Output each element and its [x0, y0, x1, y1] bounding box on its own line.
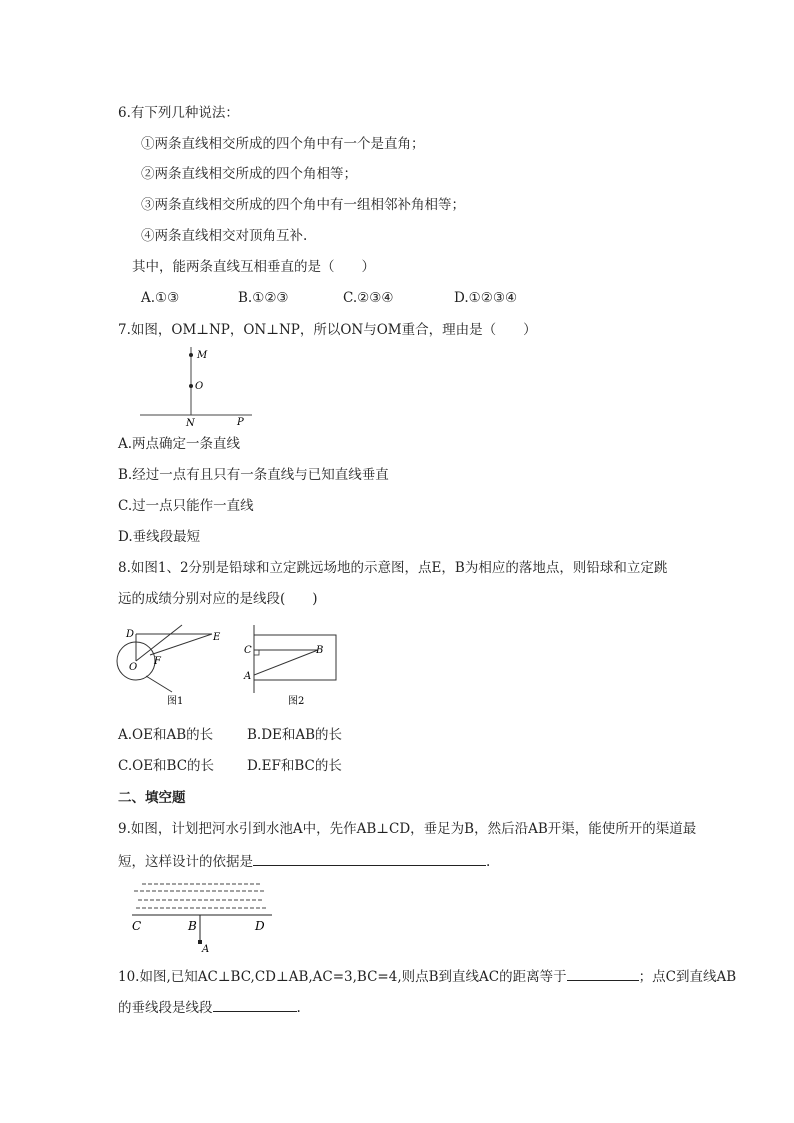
q9-label-a: A: [202, 944, 210, 955]
q6-statement-3: ③两条直线相交所成的四个角中有一组相邻补角相等；: [141, 197, 465, 213]
q6-statement-1: ①两条直线相交所成的四个角中有一个是直角；: [141, 136, 425, 152]
q9-label-b: B: [188, 919, 197, 933]
q9-figure: [128, 880, 278, 956]
q10-line2: [118, 997, 301, 1017]
q7-point-o: [189, 384, 193, 388]
q8-option-b: B.DE和AB的长: [247, 727, 343, 743]
q9-line2-text: 短，这样设计的依据是: [118, 854, 253, 870]
q8-option-a: A.OE和AB的长: [118, 727, 214, 743]
q9-label-c: C: [132, 919, 142, 933]
q7-figure: [140, 345, 260, 427]
q10-line1: [118, 966, 736, 986]
q6-option-c: C.②③④: [343, 290, 394, 306]
q10-line2-text: 的垂线段是线段: [118, 1000, 213, 1016]
q7-label-p: P: [237, 417, 244, 428]
q6-option-a: A.①③: [141, 290, 180, 306]
q8-fig2-caption: 图2: [288, 696, 305, 707]
q8-stem-line2: 远的成绩分别对应的是线段( ): [118, 591, 318, 607]
q8-fig1-label-e: E: [213, 632, 221, 643]
q7-option-a: A.两点确定一条直线: [118, 436, 241, 452]
q8-stem-line1: 8.如图1、2分别是铅球和立定跳远场地的示意图，点E，B为相应的落地点，则铅球和立定跳: [118, 560, 668, 576]
q8-figure-2: [240, 622, 360, 710]
q10-line1-mid: ；点C到直线AB: [638, 969, 737, 985]
q8-fig2-label-c: C: [244, 645, 252, 656]
q8-option-c: C.OE和BC的长: [118, 758, 215, 774]
q9-answer-blank[interactable]: [253, 851, 486, 866]
q7-option-c: C.过一点只能作一直线: [118, 498, 254, 514]
q6-stem: 6.有下列几种说法：: [118, 105, 239, 121]
q7-label-n: N: [186, 418, 195, 429]
q9-line1: 9.如图，计划把河水引到水池A中，先作AB⊥CD，垂足为B，然后沿AB开渠，能使所开的渠道最: [118, 821, 697, 837]
q10-line1-text: 10.如图,已知AC⊥BC,CD⊥AB,AC=3,BC=4,则点B到直线AC的距离等于: [118, 969, 567, 985]
q6-option-b: B.①②③: [238, 290, 289, 306]
q6-option-d: D.①②③④: [454, 290, 518, 306]
q8-fig2-label-a: A: [244, 671, 252, 682]
q8-fig1-line-fe: [150, 634, 212, 655]
q9-line2: [118, 851, 490, 871]
q8-fig1-sector-edge-lower: [146, 676, 172, 692]
q10-line2-end: .: [296, 1000, 301, 1016]
q7-option-d: D.垂线段最短: [118, 529, 201, 545]
q6-statement-2: ②两条直线相交所成的四个角相等；: [141, 166, 357, 182]
q8-fig1-caption: 图1: [167, 696, 184, 707]
section-title-fill-in: 二、填空题: [118, 790, 186, 806]
q9-line2-end: .: [486, 854, 491, 870]
q10-answer-blank-1[interactable]: [567, 966, 639, 981]
q7-label-o: O: [195, 381, 204, 392]
q7-point-m: [189, 353, 193, 357]
q7-label-m: M: [197, 350, 208, 361]
q8-fig2-right-angle: [254, 650, 259, 655]
q7-option-b: B.经过一点有且只有一条直线与已知直线垂直: [118, 467, 389, 483]
q9-label-d: D: [255, 919, 265, 933]
q8-option-d: D.EF和BC的长: [247, 758, 342, 774]
q8-fig2-sandpit: [254, 635, 336, 680]
q6-question: 其中，能两条直线互相垂直的是（ ）: [132, 259, 375, 275]
q8-fig1-label-o: O: [129, 662, 138, 673]
q6-statement-4: ④两条直线相交对顶角互补.: [141, 228, 308, 244]
q7-stem: 7.如图，OM⊥NP，ON⊥NP，所以ON与OM重合，理由是（ ）: [118, 322, 537, 338]
q8-fig1-label-f: F: [154, 656, 161, 667]
q8-fig1-label-d: D: [126, 629, 135, 640]
q8-figure-1: [112, 622, 232, 710]
q8-fig2-label-b: B: [316, 645, 324, 656]
q10-answer-blank-2[interactable]: [213, 997, 297, 1012]
q8-fig2-line-ab: [254, 650, 318, 675]
